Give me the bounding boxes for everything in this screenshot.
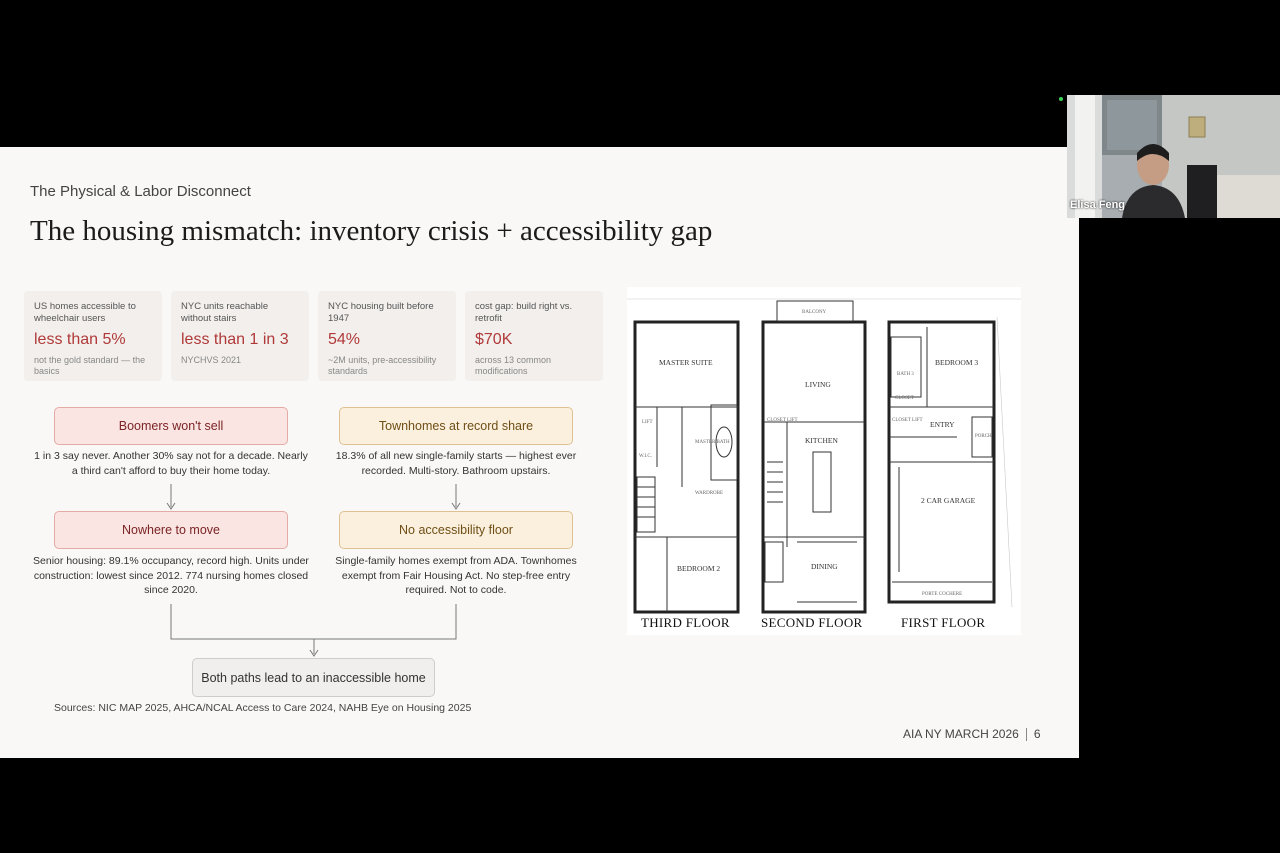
plan-room-label: LIFT [642,420,653,425]
stat-label: cost gap: build right vs. retrofit [475,301,573,324]
plan-room-label: W.I.C. [639,454,653,459]
active-speaker-indicator [1059,97,1063,101]
plan-room-label: PORTE COCHERE [922,592,963,597]
flow-desc: 18.3% of all new single-family starts — highest ever recorded. Multi-story. Bathroom upstairs. [335,450,577,477]
floor-label-first: FIRST FLOOR [901,615,986,630]
floor-label-second: SECOND FLOOR [761,615,863,630]
plan-room-label: DINING [811,562,838,571]
slide-title: The housing mismatch: inventory crisis + accessibility gap [30,215,713,247]
plan-room-label: CLOSET LIFT [892,418,923,423]
plan-room-label: CLOSET LIFT [767,418,798,423]
plan-room-label: BEDROOM 2 [677,564,721,573]
footer-divider [1026,728,1027,741]
plan-room-label: BALCONY [802,310,827,315]
plan-room-label: PORCH [975,434,992,439]
presentation-slide [0,147,1079,758]
flow-result-box: Both paths lead to an inaccessible home [192,658,435,697]
page-number: 6 [1033,727,1041,741]
stat-label: NYC housing built before 1947 [328,301,434,324]
plan-room-label: KITCHEN [805,436,838,445]
stat-sub: not the gold standard — the basics [34,355,146,376]
stat-label: NYC units reachable without stairs [181,301,269,324]
floor-label-third: THIRD FLOOR [641,615,730,630]
plan-room-label: BATH 3 [897,372,914,377]
flow-box-townhomes: Townhomes at record share [339,407,573,445]
flow-box-nowhere: Nowhere to move [54,511,288,549]
plan-room-label: WARDROBE [695,491,724,496]
plan-room-label: LIVING [805,380,831,389]
plan-room-label: BEDROOM 3 [935,358,979,367]
floor-plans-image [627,287,1021,635]
stat-sub: ~2M units, pre-accessibility standards [328,355,437,376]
stat-value: less than 1 in 3 [181,331,289,348]
flow-box-boomers: Boomers won't sell [54,407,288,445]
sources-note: Sources: NIC MAP 2025, AHCA/NCAL Access to Care 2024, NAHB Eye on Housing 2025 [54,702,472,714]
slide-footer [903,727,1041,741]
stat-value: $70K [475,331,513,348]
participant-name: Elisa Feng [1070,199,1126,211]
stat-value: 54% [328,331,361,348]
participant-video-tile[interactable] [1067,95,1280,218]
plan-room-label: MASTER SUITE [659,358,713,367]
plan-room-label: ENTRY [930,420,955,429]
slide-kicker: The Physical & Labor Disconnect [30,183,251,200]
flow-desc: 1 in 3 say never. Another 30% say not for a decade. Nearly a third can't afford to buy their home today. [34,450,308,477]
flow-box-no-accessibility: No accessibility floor [339,511,573,549]
plan-room-label: 2 CAR GARAGE [921,496,976,505]
stat-sub: across 13 common modifications [475,355,552,376]
stat-value: less than 5% [34,331,126,348]
stat-sub: NYCHVS 2021 [181,355,242,365]
floor-plans-drawing [627,287,1021,635]
event-name: AIA NY MARCH 2026 [903,727,1019,741]
plan-room-label: MASTER BATH [695,440,730,445]
stat-label: US homes accessible to wheelchair users [34,301,136,324]
flow-desc: Single-family homes exempt from ADA. Townhomes exempt from Fair Housing Act. No step-free entry required. Not to code. [335,555,577,596]
plan-room-label: CLOSET [895,396,914,401]
flow-desc: Senior housing: 89.1% occupancy, record high. Units under construction: lowest since 2012. 774 nursing homes closed since 2020. [33,555,309,596]
